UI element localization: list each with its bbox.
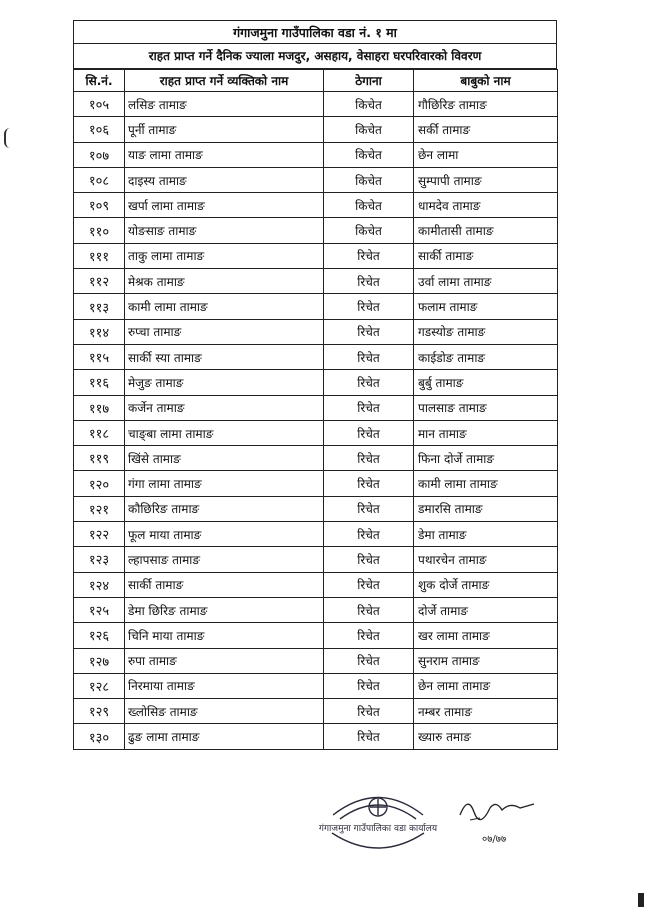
serial-number: ११९: [74, 446, 125, 471]
scan-edge-mark-bottom: [638, 893, 644, 907]
serial-number: ११४: [74, 319, 125, 344]
recipient-name: खर्पा लामा तामाङ: [125, 193, 324, 218]
address: किचेत: [324, 142, 414, 167]
serial-number: १०५: [74, 92, 125, 117]
recipient-name: कौछिरिङ तामाङ: [125, 496, 324, 521]
table-row: [74, 319, 558, 344]
recipient-name: लसिङ तामाङ: [125, 92, 324, 117]
father-name: पथारचेन तामाङ: [414, 547, 558, 572]
table-row: [74, 572, 558, 597]
address: रिचेत: [324, 269, 414, 294]
column-header-name: राहत प्राप्त गर्ने व्यक्तिको नाम: [125, 70, 324, 92]
serial-number: १२६: [74, 623, 125, 648]
address: रिचेत: [324, 572, 414, 597]
serial-number: ११८: [74, 420, 125, 445]
father-name: पालसाङ तामाङ: [414, 395, 558, 420]
father-name: छेन लामा तामाङ: [414, 673, 558, 698]
father-name: कामीतासी तामाङ: [414, 218, 558, 243]
address: रिचेत: [324, 370, 414, 395]
signature: [450, 790, 550, 870]
table-row: [74, 142, 558, 167]
father-name: शुक दोर्जे तामाङ: [414, 572, 558, 597]
serial-number: १२९: [74, 699, 125, 724]
recipient-name: फूल माया तामाङ: [125, 522, 324, 547]
signature-date: ०७/७७: [482, 834, 507, 845]
recipient-name: सार्की तामाङ: [125, 572, 324, 597]
table-row: [74, 344, 558, 369]
table-row: [74, 218, 558, 243]
table-row: [74, 699, 558, 724]
serial-number: १०८: [74, 167, 125, 192]
address: किचेत: [324, 167, 414, 192]
column-header-serial: सि.नं.: [74, 70, 125, 92]
serial-number: ११३: [74, 294, 125, 319]
table-row: [74, 597, 558, 622]
serial-number: ११५: [74, 344, 125, 369]
address: रिचेत: [324, 243, 414, 268]
address: रिचेत: [324, 446, 414, 471]
recipient-name: मेजुङ तामाङ: [125, 370, 324, 395]
column-header-father-name: बाबुको नाम: [414, 70, 558, 92]
serial-number: १२७: [74, 648, 125, 673]
table-row: [74, 92, 558, 117]
father-name: धामदेव तामाङ: [414, 193, 558, 218]
document-sheet: [73, 20, 557, 750]
address: रिचेत: [324, 597, 414, 622]
father-name: ख्यारु तमाङ: [414, 724, 558, 749]
table-row: [74, 193, 558, 218]
father-name: बुर्बु तामाङ: [414, 370, 558, 395]
table-row: [74, 446, 558, 471]
serial-number: ११०: [74, 218, 125, 243]
recipient-name: ख्लोसिङ तामाङ: [125, 699, 324, 724]
recipient-name: दाइस्य तामाङ: [125, 167, 324, 192]
recipient-name: रुप्चा तामाङ: [125, 319, 324, 344]
father-name: फिना दोर्जे तामाङ: [414, 446, 558, 471]
serial-number: १३०: [74, 724, 125, 749]
father-name: खर लामा तामाङ: [414, 623, 558, 648]
address: किचेत: [324, 193, 414, 218]
address: किचेत: [324, 218, 414, 243]
serial-number: ११२: [74, 269, 125, 294]
father-name: दोर्जे तामाङ: [414, 597, 558, 622]
serial-number: ११७: [74, 395, 125, 420]
recipient-name: डेमा छिरिङ तामाङ: [125, 597, 324, 622]
serial-number: १२८: [74, 673, 125, 698]
recipient-name: ल्हापसाङ तामाङ: [125, 547, 324, 572]
document-title: गंगाजमुना गाउँपालिका वडा नं. १ मा: [73, 20, 557, 44]
father-name: डमारसि तामाङ: [414, 496, 558, 521]
recipient-name: पूर्नी तामाङ: [125, 117, 324, 142]
table-row: [74, 243, 558, 268]
serial-number: १०७: [74, 142, 125, 167]
father-name: फलाम तामाङ: [414, 294, 558, 319]
address: रिचेत: [324, 420, 414, 445]
office-stamp: [318, 785, 438, 865]
recipient-name: योङसाङ तामाङ: [125, 218, 324, 243]
address: रिचेत: [324, 673, 414, 698]
father-name: उर्वा लामा तामाङ: [414, 269, 558, 294]
address: किचेत: [324, 92, 414, 117]
table-row: [74, 522, 558, 547]
table-row: [74, 117, 558, 142]
father-name: छेन लामा: [414, 142, 558, 167]
recipient-name: कर्जेन तामाङ: [125, 395, 324, 420]
serial-number: १२४: [74, 572, 125, 597]
recipient-name: रुपा तामाङ: [125, 648, 324, 673]
father-name: डेमा तामाङ: [414, 522, 558, 547]
recipient-name: याङ लामा तामाङ: [125, 142, 324, 167]
serial-number: १२३: [74, 547, 125, 572]
father-name: गडस्योङ तामाङ: [414, 319, 558, 344]
address: रिचेत: [324, 522, 414, 547]
recipient-name: चिनि माया तामाङ: [125, 623, 324, 648]
father-name: गौछिरिङ तामाङ: [414, 92, 558, 117]
address: रिचेत: [324, 395, 414, 420]
recipient-name: गंगा लामा तामाङ: [125, 471, 324, 496]
serial-number: १११: [74, 243, 125, 268]
table-row: [74, 724, 558, 749]
document-subtitle: राहत प्राप्त गर्ने दैनिक ज्याला मजदुर, असहाय, वेसाहरा घरपरिवारको विवरण: [73, 44, 557, 69]
serial-number: १२०: [74, 471, 125, 496]
recipient-name: कामी लामा तामाङ: [125, 294, 324, 319]
table-row: [74, 420, 558, 445]
serial-number: १०६: [74, 117, 125, 142]
address: रिचेत: [324, 496, 414, 521]
father-name: सर्की तामाङ: [414, 117, 558, 142]
table-row: [74, 547, 558, 572]
table-row: [74, 294, 558, 319]
table-row: [74, 623, 558, 648]
father-name: सुनराम तामाङ: [414, 648, 558, 673]
table-row: [74, 167, 558, 192]
recipient-name: खिंसे तामाङ: [125, 446, 324, 471]
serial-number: १२१: [74, 496, 125, 521]
serial-number: १०९: [74, 193, 125, 218]
table-row: [74, 496, 558, 521]
serial-number: ११६: [74, 370, 125, 395]
father-name: मान तामाङ: [414, 420, 558, 445]
recipient-name: चाङ्बा लामा तामाङ: [125, 420, 324, 445]
recipient-name: निरमाया तामाङ: [125, 673, 324, 698]
serial-number: १२५: [74, 597, 125, 622]
recipient-name: ताकु लामा तामाङ: [125, 243, 324, 268]
address: रिचेत: [324, 344, 414, 369]
father-name: कामी लामा तामाङ: [414, 471, 558, 496]
table-row: [74, 648, 558, 673]
table-row: [74, 370, 558, 395]
address: रिचेत: [324, 319, 414, 344]
column-header-address: ठेगाना: [324, 70, 414, 92]
address: रिचेत: [324, 547, 414, 572]
relief-recipients-table: [73, 69, 558, 750]
father-name: काईडोङ तामाङ: [414, 344, 558, 369]
serial-number: १२२: [74, 522, 125, 547]
father-name: नम्बर तामाङ: [414, 699, 558, 724]
address: रिचेत: [324, 623, 414, 648]
father-name: सार्की तामाङ: [414, 243, 558, 268]
table-header-row: [74, 70, 558, 92]
address: रिचेत: [324, 648, 414, 673]
address: रिचेत: [324, 471, 414, 496]
recipient-name: ढुङ लामा तामाङ: [125, 724, 324, 749]
father-name: सुम्पापी तामाङ: [414, 167, 558, 192]
address: रिचेत: [324, 699, 414, 724]
stamp-text: गंगाजमुना गाउँपालिका वडा कार्यालय: [318, 824, 438, 834]
table-row: [74, 395, 558, 420]
scan-edge-mark: [4, 128, 16, 148]
recipient-name: मेश्रक तामाङ: [125, 269, 324, 294]
table-row: [74, 471, 558, 496]
table-row: [74, 269, 558, 294]
recipient-name: सार्की स्या तामाङ: [125, 344, 324, 369]
address: रिचेत: [324, 294, 414, 319]
table-row: [74, 673, 558, 698]
address: किचेत: [324, 117, 414, 142]
address: रिचेत: [324, 724, 414, 749]
